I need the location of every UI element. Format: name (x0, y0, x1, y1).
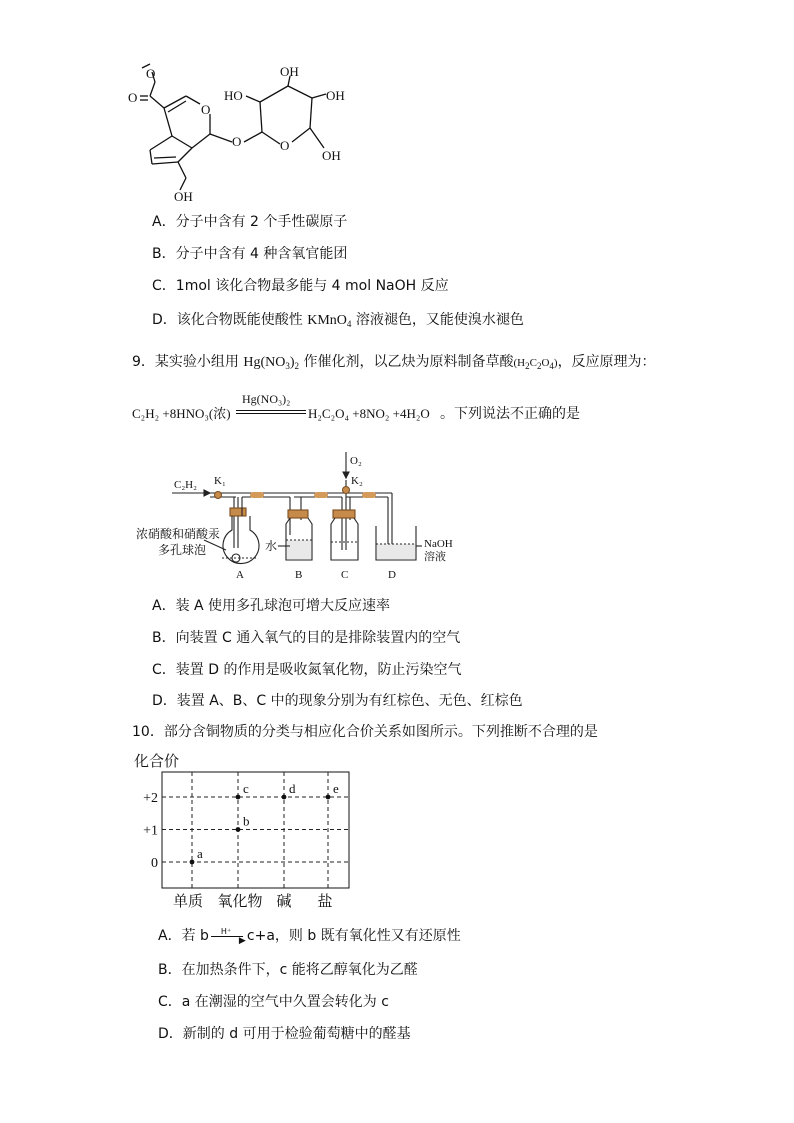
q9-stem-line2: 。下列说法不正确的是 (440, 406, 580, 422)
label-d: D (388, 569, 396, 581)
label-o2: O₂ (350, 455, 362, 467)
option-letter: B． (158, 962, 182, 978)
point-label-b: b (243, 813, 250, 829)
option-text: 该化合物既能使酸性 (176, 312, 308, 328)
label-solution: 溶液 (424, 551, 446, 563)
valence-chart (130, 748, 370, 913)
data-point-c (236, 795, 241, 800)
x-tick-label: 氧化物 (217, 894, 263, 910)
option-text: a 在潮湿的空气中久置会转化为 c (181, 994, 389, 1010)
option-text: 在加热条件下，c 能将乙醇氧化为乙醛 (181, 962, 418, 978)
arrow-label: H⁺ (220, 927, 232, 936)
q9-option-a[interactable] (152, 597, 390, 615)
option-letter: D． (158, 1026, 183, 1042)
x-tick-label: 碱 (276, 894, 292, 910)
option-text: 新制的 d 可用于检验葡萄糖中的醛基 (182, 1026, 411, 1042)
stopcock-k1[interactable] (215, 492, 222, 499)
data-point-b (236, 827, 241, 832)
label-c: C (341, 569, 349, 581)
label-k2: K₂ (351, 475, 363, 487)
option-letter: C． (152, 278, 176, 294)
label-a: A (236, 569, 244, 581)
option-text-after: c+a，则 b 既有氧化性又有还原性 (246, 928, 461, 944)
equation-arrow-line-top (236, 410, 306, 411)
q9-option-b[interactable] (152, 629, 460, 647)
data-point-e (326, 795, 331, 800)
option-text: 1mol 该化合物最多能与 4 mol NaOH 反应 (175, 278, 449, 294)
y-tick-label: 0 (151, 856, 158, 871)
label-c2h2: C₂H₂ (174, 479, 197, 491)
option-text: 装置 D 的作用是吸收氮氧化物，防止污染空气 (175, 662, 462, 678)
label-bulb: 多孔球泡 (158, 543, 207, 557)
option-text: 分子中含有 2 个手性碳原子 (175, 214, 348, 230)
oh-bottom: OH (174, 189, 193, 204)
label-acid: 浓硝酸和硝酸汞 (136, 527, 221, 541)
option-text: 装 A 使用多孔球泡可增大反应速率 (175, 598, 391, 614)
option-text-after: 溶液褪色，又能使溴水褪色 (351, 312, 524, 328)
ring-o: O (201, 102, 211, 117)
oh-top: OH (280, 64, 299, 79)
option-letter: D． (152, 693, 177, 709)
equation-arrow-line-bottom (236, 413, 306, 414)
molecule-structure (120, 58, 500, 208)
option-letter: A． (152, 598, 176, 614)
oh-ch2: OH (322, 148, 341, 163)
q9-option-c[interactable] (152, 661, 461, 679)
equation-reactants: C₂H₂ +8HNO₃(浓) (132, 406, 231, 421)
option-letter: A． (158, 928, 182, 944)
equation-products: H₂C₂O₄ +8NO₂ +4H₂O (308, 406, 430, 421)
q10-option-a[interactable] (158, 927, 461, 945)
option-text: 若 b (181, 928, 209, 944)
option-text: 装置 A、B、C 中的现象分别为有红棕色、无色、红棕色 (176, 693, 523, 709)
q9-option-d[interactable] (152, 692, 523, 710)
option-letter: B． (152, 630, 176, 646)
point-label-a: a (197, 846, 203, 861)
option-letter: C． (152, 662, 176, 678)
option-text: 向装置 C 通入氧气的目的是排除装置内的空气 (175, 630, 461, 646)
label-k1: K₁ (214, 475, 226, 487)
q8-option-c[interactable] (152, 277, 449, 295)
option-letter: D． (152, 312, 177, 328)
x-tick-label: 盐 (317, 894, 333, 910)
point-label-e: e (333, 781, 339, 796)
q8-option-b[interactable] (152, 245, 347, 263)
catalyst-formula: $Hg(NO_3)_2$ (243, 355, 300, 371)
label-naoh: NaOH (424, 538, 453, 550)
tube-joint (250, 492, 264, 498)
stopcock-k2[interactable] (343, 487, 350, 494)
glycosidic-o: O (232, 134, 242, 149)
x-tick-label: 单质 (172, 894, 204, 910)
label-b: B (295, 569, 303, 581)
ho-left: HO (224, 88, 243, 103)
q8-option-a[interactable] (152, 213, 347, 231)
q10-option-d[interactable] (158, 1025, 411, 1043)
ester-methyl-o: O (146, 66, 156, 81)
data-point-d (282, 795, 287, 800)
q10-stem: 10．部分含铜物质的分类与相应化合价关系如图所示。下列推断不合理的是 (132, 724, 598, 740)
tube-joint (362, 492, 376, 498)
chart-ylabel: 化合价 (134, 754, 180, 770)
kmno4-formula: KMnO$_4$ (307, 313, 352, 329)
point-label-c: c (243, 781, 249, 796)
data-point-a (190, 860, 195, 865)
y-tick-label: +2 (143, 791, 158, 806)
carbonyl-o: O (128, 90, 138, 105)
q10-option-c[interactable] (158, 993, 389, 1011)
oh-right: OH (326, 88, 345, 103)
tube-joint (314, 492, 328, 498)
option-letter: B． (152, 246, 176, 262)
option-letter: C． (158, 994, 182, 1010)
q8-option-d[interactable] (152, 311, 524, 330)
option-letter: A． (152, 214, 176, 230)
reaction-arrow: H⁺ ▶ (209, 929, 247, 943)
glucose-ring-o: O (280, 138, 290, 153)
q9-stem-line1: 9．某实验小组用 $Hg(NO_3)_2$ 作催化剂，以乙炔为原料制备草酸$(H_2C_2O_4)$，反应原理为： (132, 354, 656, 371)
y-tick-label: +1 (143, 823, 158, 839)
label-water: 水 (265, 539, 278, 553)
equation-condition: Hg(NO₃)₂ (242, 392, 291, 406)
apparatus-diagram (130, 450, 460, 585)
q10-option-b[interactable] (158, 961, 418, 979)
oxalic-acid-formula: $(H_2C_2O_4)$ (513, 357, 558, 371)
option-text: 分子中含有 4 种含氧官能团 (175, 246, 348, 262)
point-label-d: d (289, 781, 296, 796)
